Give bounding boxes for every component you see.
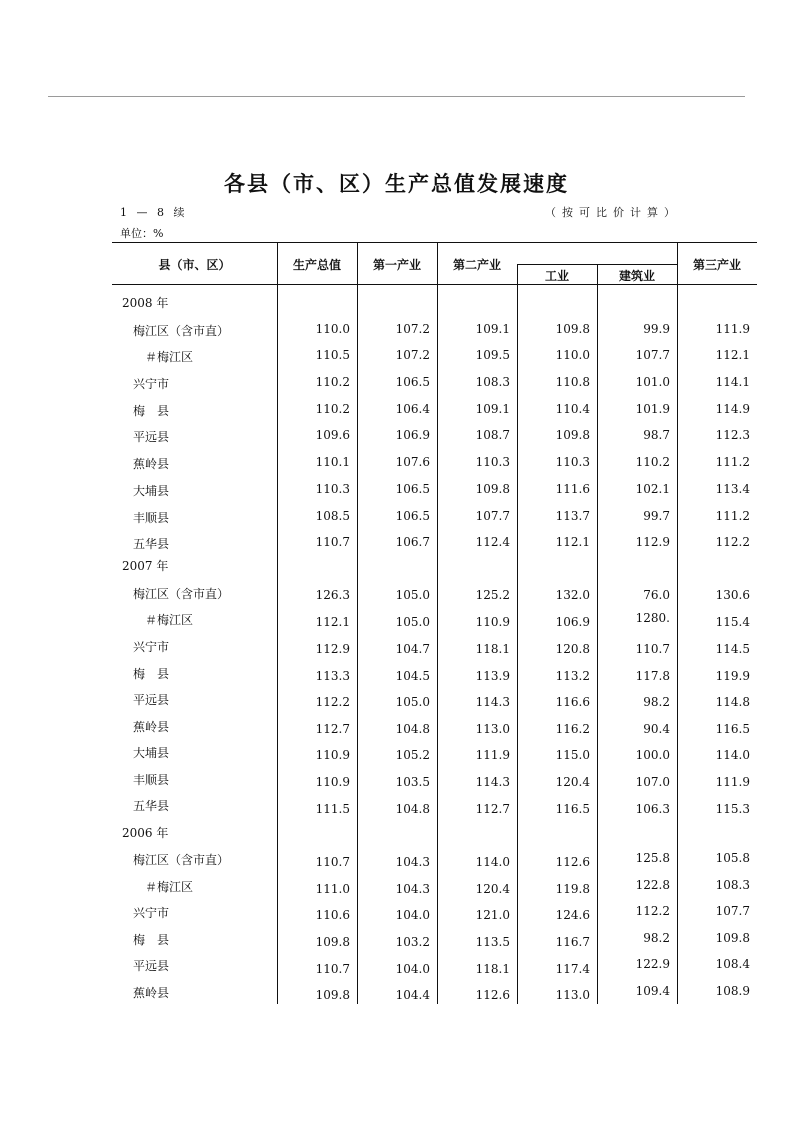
unit-label: 单位：% — [120, 227, 164, 240]
value-construction: 125.8 — [635, 851, 670, 865]
value-primary: 104.5 — [395, 669, 430, 683]
value-construction: 106.3 — [635, 802, 670, 816]
value-secondary: 114.3 — [475, 695, 510, 709]
value-secondary: 120.4 — [475, 882, 510, 896]
value-primary: 106.5 — [395, 482, 430, 496]
row-name: 兴宁市 — [133, 640, 170, 654]
value-tertiary: 119.9 — [715, 669, 750, 683]
header-industry: 工业 — [544, 269, 569, 283]
row-name: 大埔县 — [133, 746, 170, 760]
value-tertiary: 115.3 — [715, 802, 750, 816]
value-secondary: 112.4 — [475, 535, 510, 549]
value-primary: 106.4 — [395, 402, 430, 416]
value-construction: 112.9 — [635, 535, 670, 549]
value-secondary: 112.6 — [475, 988, 510, 1002]
year-label: 2007 年 — [122, 559, 169, 573]
value-secondary: 109.1 — [475, 402, 510, 416]
row-name: 梅 县 — [133, 667, 170, 681]
value-tertiary: 107.7 — [715, 904, 750, 918]
value-gdp: 112.7 — [315, 722, 350, 736]
value-tertiary: 112.3 — [715, 428, 750, 442]
value-tertiary: 114.8 — [715, 695, 750, 709]
column-divider — [357, 242, 358, 1004]
value-tertiary: 111.2 — [715, 455, 750, 469]
value-industry: 110.3 — [555, 455, 590, 469]
value-tertiary: 114.1 — [715, 375, 750, 389]
row-name: 平远县 — [133, 959, 170, 973]
row-name: 蕉岭县 — [133, 720, 170, 734]
value-industry: 112.1 — [555, 535, 590, 549]
row-name: 平远县 — [133, 430, 170, 444]
value-primary: 104.4 — [395, 988, 430, 1002]
value-gdp: 111.0 — [315, 882, 350, 896]
row-name: 兴宁市 — [133, 377, 170, 391]
value-primary: 106.7 — [395, 535, 430, 549]
row-name: ＃梅江区 — [145, 880, 194, 894]
row-name: 梅江区（含市直） — [133, 324, 230, 338]
value-gdp: 111.5 — [315, 802, 350, 816]
value-gdp: 113.3 — [315, 669, 350, 683]
value-construction: 90.4 — [643, 722, 670, 736]
value-gdp: 110.2 — [315, 402, 350, 416]
value-construction: 100.0 — [635, 748, 670, 762]
header-gdp: 生产总值 — [292, 258, 341, 272]
header-tertiary: 第三产业 — [692, 258, 741, 272]
value-industry: 112.6 — [555, 855, 590, 869]
value-industry: 116.6 — [555, 695, 590, 709]
value-construction: 117.8 — [635, 669, 670, 683]
value-secondary: 121.0 — [475, 908, 510, 922]
value-tertiary: 108.9 — [715, 984, 750, 998]
value-construction: 99.9 — [643, 322, 670, 336]
value-primary: 103.2 — [395, 935, 430, 949]
value-primary: 104.3 — [395, 855, 430, 869]
value-primary: 104.8 — [395, 722, 430, 736]
header-rule — [48, 96, 745, 97]
column-divider — [437, 242, 438, 1004]
value-secondary: 114.3 — [475, 775, 510, 789]
value-construction: 98.7 — [643, 428, 670, 442]
value-construction: 109.4 — [635, 984, 670, 998]
value-secondary: 110.9 — [475, 615, 510, 629]
value-secondary: 118.1 — [475, 962, 510, 976]
value-construction: 122.9 — [635, 957, 670, 971]
value-primary: 104.0 — [395, 908, 430, 922]
row-name: 兴宁市 — [133, 906, 170, 920]
row-name: 梅 县 — [133, 404, 170, 418]
value-gdp: 110.9 — [315, 748, 350, 762]
value-gdp: 109.8 — [315, 988, 350, 1002]
row-name: 梅江区（含市直） — [133, 587, 230, 601]
value-gdp: 110.5 — [315, 348, 350, 362]
value-construction: 101.9 — [635, 402, 670, 416]
column-divider — [277, 242, 278, 1004]
row-name: 平远县 — [133, 693, 170, 707]
value-gdp: 112.2 — [315, 695, 350, 709]
value-primary: 106.9 — [395, 428, 430, 442]
value-primary: 107.2 — [395, 348, 430, 362]
value-gdp: 110.6 — [315, 908, 350, 922]
value-industry: 115.0 — [555, 748, 590, 762]
value-industry: 109.8 — [555, 322, 590, 336]
value-construction: 110.2 — [635, 455, 670, 469]
header-primary: 第一产业 — [372, 258, 421, 272]
value-tertiary: 114.5 — [715, 642, 750, 656]
value-construction: 101.0 — [635, 375, 670, 389]
value-primary: 106.5 — [395, 375, 430, 389]
value-industry: 113.2 — [555, 669, 590, 683]
row-name: 丰顺县 — [133, 773, 170, 787]
value-secondary: 109.8 — [475, 482, 510, 496]
value-secondary: 112.7 — [475, 802, 510, 816]
value-primary: 105.0 — [395, 615, 430, 629]
value-gdp: 110.9 — [315, 775, 350, 789]
value-secondary: 114.0 — [475, 855, 510, 869]
value-gdp: 110.7 — [315, 855, 350, 869]
value-secondary: 118.1 — [475, 642, 510, 656]
row-name: 丰顺县 — [133, 511, 170, 525]
value-secondary: 109.1 — [475, 322, 510, 336]
value-primary: 105.2 — [395, 748, 430, 762]
value-industry: 111.6 — [555, 482, 590, 496]
row-name: ＃梅江区 — [145, 613, 194, 627]
year-label: 2006 年 — [122, 826, 169, 840]
value-gdp: 109.8 — [315, 935, 350, 949]
column-divider — [517, 264, 518, 1004]
value-secondary: 108.7 — [475, 428, 510, 442]
value-industry: 120.8 — [555, 642, 590, 656]
value-primary: 105.0 — [395, 588, 430, 602]
value-gdp: 110.1 — [315, 455, 350, 469]
price-basis-note: （按可比价计算） — [545, 206, 681, 219]
table-top-border — [112, 242, 757, 243]
row-name: 梅江区（含市直） — [133, 853, 230, 867]
value-gdp: 112.1 — [315, 615, 350, 629]
value-primary: 105.0 — [395, 695, 430, 709]
value-construction: 1280. — [635, 611, 670, 625]
value-industry: 116.2 — [555, 722, 590, 736]
row-name: 五华县 — [133, 799, 170, 813]
value-tertiary: 113.4 — [715, 482, 750, 496]
value-tertiary: 114.9 — [715, 402, 750, 416]
row-name: 蕉岭县 — [133, 457, 170, 471]
row-name: 蕉岭县 — [133, 986, 170, 1000]
value-industry: 110.8 — [555, 375, 590, 389]
value-construction: 102.1 — [635, 482, 670, 496]
value-secondary: 109.5 — [475, 348, 510, 362]
row-name: ＃梅江区 — [145, 350, 194, 364]
value-industry: 120.4 — [555, 775, 590, 789]
value-secondary: 113.0 — [475, 722, 510, 736]
value-construction: 107.0 — [635, 775, 670, 789]
value-tertiary: 130.6 — [715, 588, 750, 602]
value-secondary: 107.7 — [475, 509, 510, 523]
year-label: 2008 年 — [122, 296, 169, 310]
value-industry: 116.5 — [555, 802, 590, 816]
value-primary: 103.5 — [395, 775, 430, 789]
value-tertiary: 111.9 — [715, 322, 750, 336]
column-divider — [597, 264, 598, 1004]
value-primary: 107.6 — [395, 455, 430, 469]
value-tertiary: 108.3 — [715, 878, 750, 892]
row-name: 梅 县 — [133, 933, 170, 947]
value-industry: 132.0 — [555, 588, 590, 602]
value-secondary: 110.3 — [475, 455, 510, 469]
value-industry: 124.6 — [555, 908, 590, 922]
value-primary: 104.0 — [395, 962, 430, 976]
value-tertiary: 116.5 — [715, 722, 750, 736]
value-gdp: 110.3 — [315, 482, 350, 496]
value-tertiary: 105.8 — [715, 851, 750, 865]
value-industry: 113.0 — [555, 988, 590, 1002]
value-tertiary: 111.2 — [715, 509, 750, 523]
value-secondary: 111.9 — [475, 748, 510, 762]
value-gdp: 112.9 — [315, 642, 350, 656]
value-tertiary: 112.2 — [715, 535, 750, 549]
column-divider — [677, 242, 678, 1004]
value-primary: 104.8 — [395, 802, 430, 816]
value-industry: 119.8 — [555, 882, 590, 896]
value-secondary: 125.2 — [475, 588, 510, 602]
value-secondary: 113.9 — [475, 669, 510, 683]
value-construction: 110.7 — [635, 642, 670, 656]
value-tertiary: 114.0 — [715, 748, 750, 762]
value-construction: 122.8 — [635, 878, 670, 892]
row-name: 五华县 — [133, 537, 170, 551]
value-primary: 104.7 — [395, 642, 430, 656]
value-gdp: 110.7 — [315, 962, 350, 976]
header-bottom-border — [112, 284, 757, 285]
value-gdp: 110.2 — [315, 375, 350, 389]
table-number: 1 — 8 续 — [120, 206, 188, 219]
page-title: 各县（市、区）生产总值发展速度 — [224, 172, 569, 196]
value-gdp: 109.6 — [315, 428, 350, 442]
value-tertiary: 108.4 — [715, 957, 750, 971]
value-industry: 113.7 — [555, 509, 590, 523]
value-secondary: 113.5 — [475, 935, 510, 949]
value-industry: 110.4 — [555, 402, 590, 416]
value-primary: 104.3 — [395, 882, 430, 896]
value-construction: 99.7 — [643, 509, 670, 523]
value-industry: 110.0 — [555, 348, 590, 362]
value-construction: 107.7 — [635, 348, 670, 362]
value-industry: 116.7 — [555, 935, 590, 949]
value-industry: 106.9 — [555, 615, 590, 629]
value-tertiary: 112.1 — [715, 348, 750, 362]
header-region: 县（市、区） — [158, 258, 231, 272]
value-gdp: 108.5 — [315, 509, 350, 523]
value-industry: 117.4 — [555, 962, 590, 976]
header-secondary: 第二产业 — [452, 258, 501, 272]
value-tertiary: 111.9 — [715, 775, 750, 789]
header-construction: 建筑业 — [618, 269, 655, 283]
value-tertiary: 109.8 — [715, 931, 750, 945]
value-secondary: 108.3 — [475, 375, 510, 389]
value-construction: 98.2 — [643, 931, 670, 945]
value-gdp: 126.3 — [315, 588, 350, 602]
value-industry: 109.8 — [555, 428, 590, 442]
value-tertiary: 115.4 — [715, 615, 750, 629]
value-gdp: 110.0 — [315, 322, 350, 336]
value-construction: 98.2 — [643, 695, 670, 709]
value-primary: 106.5 — [395, 509, 430, 523]
value-gdp: 110.7 — [315, 535, 350, 549]
value-construction: 76.0 — [643, 588, 670, 602]
value-primary: 107.2 — [395, 322, 430, 336]
row-name: 大埔县 — [133, 484, 170, 498]
value-construction: 112.2 — [635, 904, 670, 918]
